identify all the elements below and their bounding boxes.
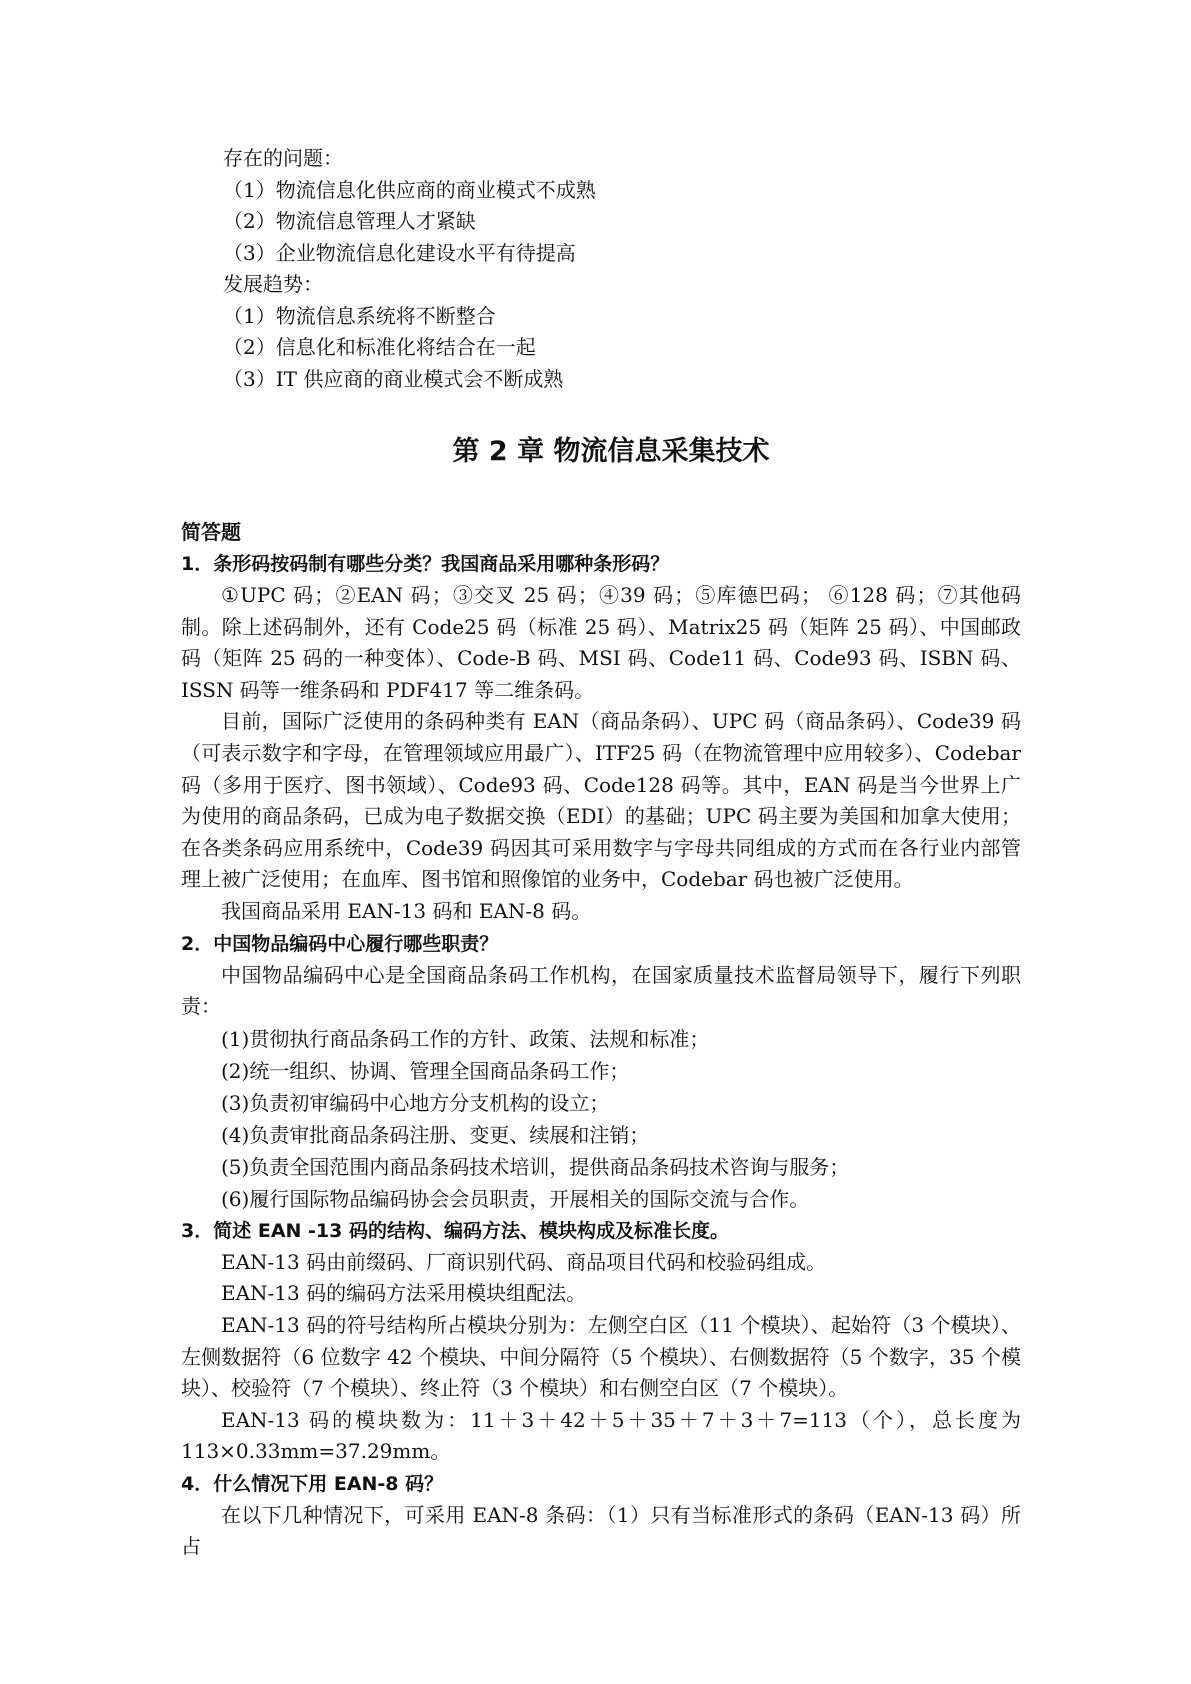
trend-item-2: （2）信息化和标准化将结合在一起 bbox=[223, 335, 536, 359]
q3-paragraph-3: EAN-13 码的符号结构所占模块分别为：左侧空白区（11 个模块）、起始符（3 个模块）、左侧数据符（6 位数字 42 个模块、中间分隔符（5 个模块）、右侧数据符（5 个数字，35 个模块）、校验符（7 个模块）、终止符（3 个模块）和右侧空白区（7 个模块）。 bbox=[181, 1312, 1021, 1401]
q1-paragraph-2: 目前，国际广泛使用的条码种类有 EAN（商品条码）、UPC 码（商品条码）、Code39 码（可表示数字和字母，在管理领域应用最广）、ITF25 码（在物流管理中应用较多）、Codebar 码（多用于医疗、图书领域）、Code93 码、Code128 码等。其中，EAN 码是当今世界上广为使用的商品条码，已成为电子数据交换（EDI）的基础；UPC 码主要为美国和加拿大使用；在各类条码应用系统中，Code39 码因其可采用数字与字母共同组成的方式而在各行业内部管理上被广泛使用；在血库、图书馆和照像馆的业务中，Codebar 码也被广泛使用。 bbox=[181, 709, 1021, 892]
issue-item-1: （1）物流信息化供应商的商业模式不成熟 bbox=[223, 177, 596, 202]
issue-item-3: （3）企业物流信息化建设水平有待提高 bbox=[223, 240, 576, 265]
q2-duty-6: (6)履行国际物品编码协会会员职责，开展相关的国际交流与合作。 bbox=[221, 1186, 810, 1211]
page-content bbox=[181, 143, 1021, 1563]
question-1-title: 1．条形码按码制有哪些分类？我国商品采用哪种条形码？ bbox=[181, 553, 670, 575]
q2-duty-2: (2)统一组织、协调、管理全国商品条码工作； bbox=[221, 1058, 630, 1083]
q2-paragraph-1: 中国物品编码中心是全国商品条码工作机构，在国家质量技术监督局领导下，履行下列职责： bbox=[181, 962, 1021, 1019]
section-label: 简答题 bbox=[181, 520, 241, 544]
issues-heading: 存在的问题： bbox=[223, 146, 343, 170]
q2-duty-1: (1)贯彻执行商品条码工作的方针、政策、法规和标准； bbox=[221, 1026, 710, 1051]
trend-item-1: （1）物流信息系统将不断整合 bbox=[223, 303, 496, 328]
question-3-title: 3．简述 EAN -13 码的结构、编码方法、模块构成及标准长度。 bbox=[181, 1219, 729, 1242]
trends-heading: 发展趋势： bbox=[223, 272, 323, 296]
question-2-title: 2．中国物品编码中心履行哪些职责？ bbox=[181, 932, 499, 955]
q4-paragraph-1: 在以下几种情况下，可采用 EAN-8 条码：（1）只有当标准形式的条码（EAN-13 码）所占 bbox=[181, 1502, 1021, 1559]
q3-paragraph-1: EAN-13 码由前缀码、厂商识别代码、商品项目代码和校验码组成。 bbox=[221, 1249, 827, 1274]
issue-item-2: （2）物流信息管理人才紧缺 bbox=[223, 209, 476, 233]
q2-duty-4: (4)负责审批商品条码注册、变更、续展和注销； bbox=[221, 1122, 650, 1147]
chapter-title: 第 2 章 物流信息采集技术 bbox=[452, 436, 770, 467]
q2-duty-3: (3)负责初审编码中心地方分支机构的设立； bbox=[221, 1090, 610, 1115]
q3-paragraph-4: EAN-13 码的模块数为：11＋3＋42＋5＋35＋7＋3＋7=113（个），总长度为 113×0.33mm=37.29mm。 bbox=[181, 1407, 1021, 1464]
q3-paragraph-2: EAN-13 码的编码方法采用模块组配法。 bbox=[221, 1281, 587, 1306]
q1-paragraph-1: ①UPC 码；②EAN 码；③交叉 25 码；④39 码；⑤库德巴码； ⑥128 码；⑦其他码制。除上述码制外，还有 Code25 码（标准 25 码）、Matrix25 码（矩阵 25 码）、中国邮政码（矩阵 25 码的一种变体）、Code-B 码、MSI 码、Code11 码、Code93 码、ISBN 码、ISSN 码等一维条码和 PDF417 等二维条码。 bbox=[181, 583, 1021, 702]
trend-item-3: （3）IT 供应商的商业模式会不断成熟 bbox=[223, 366, 564, 391]
q2-duty-5: (5)负责全国范围内商品条码技术培训，提供商品条码技术咨询与服务； bbox=[221, 1154, 850, 1179]
q1-paragraph-3: 我国商品采用 EAN-13 码和 EAN-8 码。 bbox=[221, 898, 592, 923]
question-4-title: 4．什么情况下用 EAN-8 码？ bbox=[181, 1472, 444, 1495]
